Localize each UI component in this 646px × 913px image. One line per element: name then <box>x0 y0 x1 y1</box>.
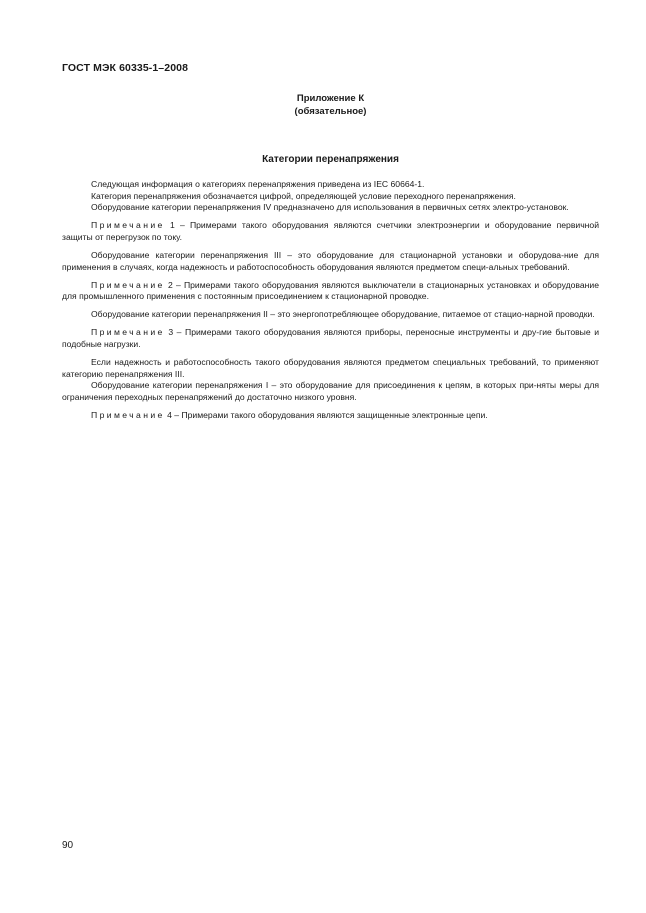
paragraph-text: Оборудование категории перенапряжения II – это энергопотребляющее оборудование, питаемое от стацио-нарной проводки. <box>91 309 595 320</box>
note-4 <box>62 410 599 422</box>
note-text: 4 – Примерами такого оборудования являются защищенные электронные цепи. <box>164 410 488 420</box>
note-3 <box>62 327 599 350</box>
paragraph-5 <box>62 250 599 273</box>
standard-header: ГОСТ МЭК 60335-1–2008 <box>62 62 189 74</box>
paragraph-3 <box>62 202 599 214</box>
paragraph-text: Следующая информация о категориях перенапряжения приведена из IEC 60664-1. <box>91 179 425 189</box>
annex-status: (обязательное) <box>294 106 367 117</box>
paragraph-1 <box>62 179 599 191</box>
note-1 <box>62 220 599 243</box>
paragraph-2 <box>62 191 599 203</box>
paragraph-text: Оборудование категории перенапряжения III – это оборудование для стационарной установки и оборудова-ние для применения в случаях, когда надежность и работоспособность оборудования являются предметом специ-альных требований. <box>62 249 599 272</box>
page-number: 90 <box>62 840 74 851</box>
paragraph-7 <box>62 309 599 321</box>
note-label: Примечание <box>91 327 165 338</box>
paragraph-text: Категория перенапряжения обозначается цифрой, определяющей условие переходного перенапряжения. <box>91 190 516 201</box>
note-2 <box>62 280 599 303</box>
paragraph-text: Оборудование категории перенапряжения IV предназначено для использования в первичных сетях электро-установок. <box>91 202 569 213</box>
note-label: Примечание <box>91 279 165 290</box>
paragraph-10 <box>62 380 599 403</box>
note-label: Примечание <box>91 220 165 231</box>
paragraph-text: Если надежность и работоспособность такого оборудования являются предметом специальных требований, то применяют категорию перенапряжения III. <box>62 357 599 379</box>
note-text: 1 – Примерами такого оборудования являются счетчики электроэнергии и оборудование первичной защиты от перегрузок по току. <box>62 220 599 242</box>
note-text: 3 – Примерами такого оборудования являются приборы, переносные инструменты и дру-гие бытовые и подобные нагрузки. <box>62 327 599 350</box>
annex-title: Приложение К <box>296 93 365 104</box>
section-title: Категории перенапряжения <box>262 154 399 165</box>
body-text <box>62 179 599 422</box>
note-text: 2 – Примерами такого оборудования являются выключатели в стационарных установках и оборудование для промышленного применения с постоянным присоединением к стационарной проводке. <box>62 279 599 302</box>
note-label: Примечание <box>91 410 165 420</box>
annex-heading <box>62 92 599 118</box>
paragraph-text: Оборудование категории перенапряжения I – это оборудование для присоединения к цепям, в которых при-няты меры для ограничения переходных перенапряжений до достаточно низкого уровня. <box>62 380 599 402</box>
paragraph-9 <box>62 357 599 380</box>
